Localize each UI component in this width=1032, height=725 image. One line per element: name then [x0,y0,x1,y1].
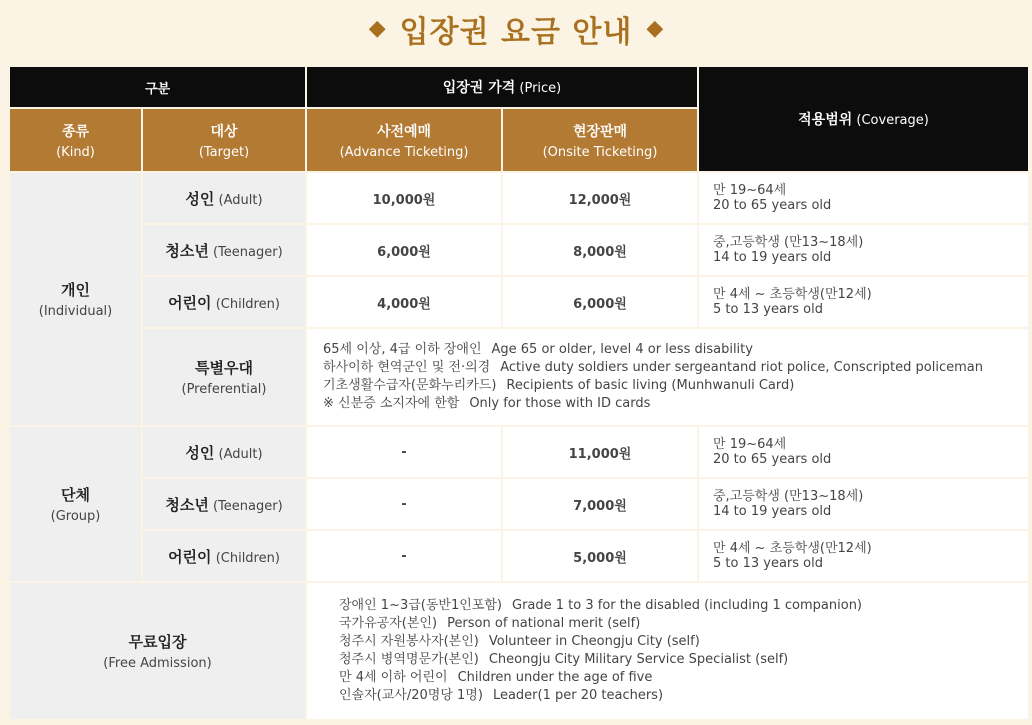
header-target [142,108,306,172]
preferential-notes [306,328,1029,426]
target-en: (Adult) [218,446,263,462]
price-advance: - [306,530,502,582]
price-onsite: 11,000원 [502,426,698,478]
free-admission-notes [306,582,1029,720]
header-kind [9,108,142,172]
kind-individual-ko: 개인 [61,281,90,299]
note-en: Recipients of basic living (Munhwanuli Card) [506,378,795,393]
coverage-cell [698,172,1029,224]
free-en: (Free Admission) [103,656,212,671]
note-line [323,395,1028,413]
kind-individual-en: (Individual) [38,304,113,319]
coverage-ko: 중,고등학생 (만13~18세) [713,489,864,504]
kind-group-en: (Group) [50,509,101,524]
target-preferential [142,328,306,426]
table-row [9,530,1029,582]
price-advance: - [306,478,502,530]
note-ko: 65세 이상, 4급 이하 장애인 [323,342,482,357]
header-advance-ko: 사전예매 [376,123,432,140]
coverage-cell [698,478,1029,530]
note-en: Age 65 or older, level 4 or less disability [491,342,753,357]
coverage-ko: 중,고등학생 (만13~18세) [713,235,864,250]
price-advance: 6,000원 [306,224,502,276]
coverage-cell [698,426,1029,478]
note-ko: 만 4세 이하 어린이 [339,670,448,685]
table-row [9,478,1029,530]
header-onsite-ko: 현장판매 [572,123,628,140]
target-en: (Preferential) [181,382,267,397]
target-ko: 성인 [185,189,215,208]
target-ko: 청소년 [165,495,209,514]
note-en: Person of national merit (self) [447,616,641,631]
target-en: (Children) [215,296,280,312]
target-adult [142,172,306,224]
coverage-cell [698,224,1029,276]
note-line [323,359,1028,377]
note-line [339,597,1028,615]
note-ko: 장애인 1~3급(동반1인포함) [339,598,503,613]
table-row [9,426,1029,478]
target-ko: 어린이 [168,547,212,566]
note-ko: 하사이하 현역군인 및 전·의경 [323,360,491,375]
header-target-en: (Target) [198,144,250,160]
note-ko: 청주시 자원봉사자(본인) [339,634,479,649]
coverage-ko: 만 19~64세 [713,437,787,452]
target-teenager [142,224,306,276]
note-en: Leader(1 per 20 teachers) [492,688,664,703]
target-children [142,276,306,328]
coverage-en: 5 to 13 years old [713,302,823,317]
note-line [339,669,1028,687]
note-en: Cheongju City Military Service Specialist (self) [488,652,789,667]
table-row [9,224,1029,276]
target-adult [142,426,306,478]
table-row [9,172,1029,224]
coverage-ko: 만 4세 ~ 초등학생(만12세) [713,541,872,556]
note-ko: 청주시 병역명문가(본인) [339,652,479,667]
header-kind-en: (Kind) [56,144,95,160]
price-advance: - [306,426,502,478]
price-advance: 10,000원 [306,172,502,224]
note-en: Grade 1 to 3 for the disabled (including 1 companion) [512,598,863,613]
note-ko: 인솔자(교사/20명당 1명) [339,688,483,703]
target-children [142,530,306,582]
page-title: 입장권 요금 안내 [399,15,633,50]
diamond-left-icon: ◆ [368,16,386,41]
coverage-en: 5 to 13 years old [713,556,823,571]
target-ko: 성인 [185,443,215,462]
kind-individual [9,172,142,426]
target-teenager [142,478,306,530]
header-target-ko: 대상 [210,123,238,140]
page-title-bar [0,0,1032,58]
target-en: (Teenager) [212,244,283,260]
table-row [9,582,1029,720]
header-kind-ko: 종류 [61,123,90,140]
target-ko: 특별우대 [195,359,253,377]
note-en: Volunteer in Cheongju City (self) [488,634,700,649]
price-onsite: 6,000원 [502,276,698,328]
diamond-right-icon: ◆ [646,16,664,41]
target-en: (Adult) [218,192,263,208]
price-onsite: 5,000원 [502,530,698,582]
free-ko: 무료입장 [128,633,187,651]
target-ko: 어린이 [168,293,212,312]
note-ko: 국가유공자(본인) [339,616,438,631]
target-en: (Teenager) [212,498,283,514]
note-en: Active duty soldiers under sergeantand riot police, Conscripted policeman [500,360,983,375]
header-price-ko: 입장권 가격 [442,80,516,96]
note-line [323,341,1028,359]
coverage-en: 14 to 19 years old [713,250,832,265]
fee-table [8,65,1030,721]
note-line [323,377,1028,395]
header-advance-en: (Advance Ticketing) [339,144,469,160]
table-row [9,276,1029,328]
price-onsite: 12,000원 [502,172,698,224]
coverage-ko: 만 19~64세 [713,183,787,198]
coverage-cell [698,276,1029,328]
coverage-en: 20 to 65 years old [713,452,832,467]
target-ko: 청소년 [165,241,209,260]
price-advance: 4,000원 [306,276,502,328]
price-onsite: 7,000원 [502,478,698,530]
note-ko: ※ 신분증 소지자에 한함 [323,396,460,411]
free-admission-label [9,582,306,720]
note-line [339,651,1028,669]
note-line [339,687,1028,705]
coverage-en: 14 to 19 years old [713,504,832,519]
coverage-en: 20 to 65 years old [713,198,832,213]
note-en: Children under the age of five [457,670,653,685]
header-coverage-ko: 적용범위 [798,112,853,128]
coverage-ko: 만 4세 ~ 초등학생(만12세) [713,287,872,302]
header-onsite [502,108,698,172]
header-price [306,66,698,108]
table-row [9,328,1029,426]
header-onsite-en: (Onsite Ticketing) [542,144,658,160]
header-advance [306,108,502,172]
price-onsite: 8,000원 [502,224,698,276]
header-coverage-en: (Coverage) [856,113,929,128]
note-line [339,633,1028,651]
coverage-cell [698,530,1029,582]
note-line [339,615,1028,633]
note-ko: 기초생활수급자(문화누리카드) [323,378,497,393]
kind-group [9,426,142,582]
kind-group-ko: 단체 [61,486,90,504]
target-en: (Children) [215,550,280,566]
note-en: Only for those with ID cards [469,396,651,411]
header-price-en: (Price) [519,81,562,96]
header-coverage [698,66,1029,172]
header-category: 구분 [9,66,306,108]
